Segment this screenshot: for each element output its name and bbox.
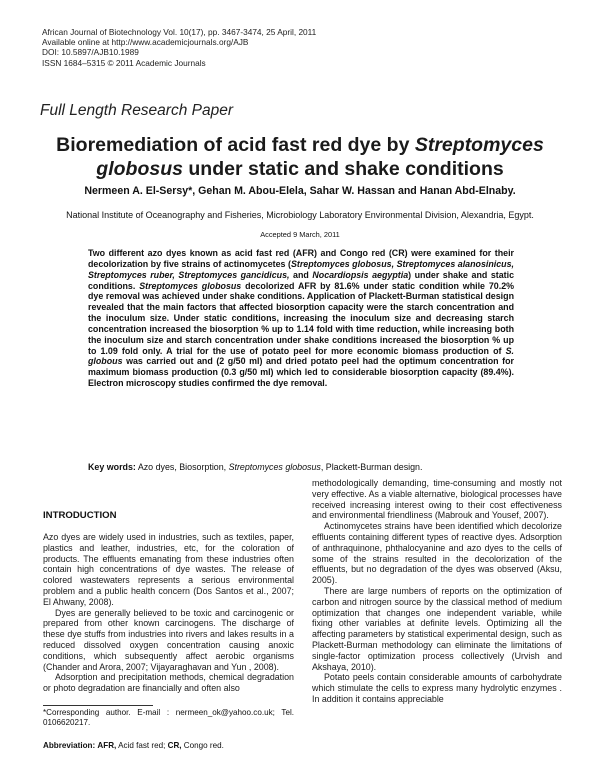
keywords-text: , Plackett-Burman design. [320,462,423,472]
journal-citation: African Journal of Biotechnology Vol. 10(17), pp. 3467-3474, 25 April, 2011 [42,27,317,37]
doi: DOI: 10.5897/AJB10.1989 [42,47,139,58]
corresponding-author-footnote: *Corresponding author. E-mail : nermeen_ok@yahoo.co.uk; Tel. 0106620217. [43,708,294,727]
abstract-species: Streptomyces globosus [139,280,242,291]
title-species: Streptomyces globosus [96,134,544,180]
paragraph: methodologically demanding, time-consuming and mostly not very effective. As a viable alternative, biological processes have received increasing interest owing to their cost effectiveness and environmental friendliness (Mabrouk and Yousef, 2007). [312,478,562,521]
paragraph: There are large numbers of reports on the optimization of carbon and nitrogen source by the classical method of medium optimization that changes one independent variable, while fixing other variables at definite levels. Optimizing all the affecting parameters by statistical experimental design, such as Plackett-Burman methodology can eliminate the limitations of single-factor optimization process collectively (Urvish and Akshaya, 2010). [312,585,562,672]
issn: ISSN 1684–5315 © 2011 Academic Journals [42,57,206,68]
abstract-text: decolorized AFR by 81.6% under static condition while 70.2% dye removal was achieved under shake conditions. Application of Plackett-Burman statistical design revealed that the main factors that affected biosorption capacity were the starch concentration and the inoculum size. Under static conditions, increasing the inoculum size and decreasing starch concentration increased the biosorption % up to 1.14 fold with time reduction, while increasing both the inoculum size and starch concentration under shake conditions increased the biosorption % up to 1.09 fold only. A trial for the use of potato peel for more economic biomass production of [88,280,515,356]
abstract-text: ) under shake and static conditions. [88,269,514,291]
journal-url[interactable]: Available online at http://www.academicjournals.org/AJB [42,37,249,48]
title-part1: Bioremediation of acid fast red dye by [56,134,415,156]
footnote-divider [43,705,153,706]
left-column [43,532,294,694]
abbreviation-definition: Acid fast red; [116,741,168,750]
keywords-species: Streptomyces globosus [228,462,321,472]
right-column [312,478,562,705]
accepted-date: Accepted 9 March, 2011 [260,230,340,239]
paper-title [40,133,560,181]
abstract-text: and [289,269,313,280]
paragraph: Azo dyes are widely used in industries, such as textiles, paper, plastics and leather, industries, etc, for the coloration of products. The effluents emanating from these industries often contain high concentrations of dye wastes. The release of colored wastewaters represents a serious environmental problem and a public health concern (Dos Santos et al., 2007; El Ahwany, 2008). [43,532,294,607]
authors: Nermeen A. El-Sersy*, Gehan M. Abou-Elela, Sahar W. Hassan and Hanan Abd-Elnaby. [84,185,516,197]
abstract [88,248,514,389]
title-part2: under static and shake conditions [182,158,504,180]
paragraph: Dyes are generally believed to be toxic and carcinogenic or prepared from other known carcinogens. The discharge of these dye stuffs from industries into rivers and lakes results in a reduced dissolved oxygen concentration causing anoxic conditions, which subsequently affect aerobic organisms (Chander and Arora, 2007; Vijayaraghavan and Yun , 2008). [43,607,294,672]
paragraph: Actinomycetes strains have been identified which decolorize effluents containing different types of reactive dyes. Adsorption of anthraquinone, phthalocyanine and azo dyes to the cells of some of the strains resulted in the decolorization of the effluents, but no degradation of the dyes was observed (Aksu, 2005). [312,521,562,586]
abstract-species: Nocardiopsis aegyptia [312,269,409,280]
keywords [88,462,514,472]
abbreviation-definition: Congo red. [181,741,224,750]
abbreviation-term: AFR, [97,741,117,750]
abstract-species: Streptomyces globosus, Streptomyces alanosinicus, Streptomyces ruber, Streptomyces gancidicus, [88,258,515,280]
journal-header [42,27,316,68]
keywords-text: Azo dyes, Biosorption, [135,462,229,472]
abbreviation-label: Abbreviation: [43,741,96,750]
abbreviation-term: CR, [167,741,182,750]
abstract-text: Two different azo dyes known as acid fast red (AFR) and Congo red (CR) were examined for their decolorization by five strains of actinomycetes ( [88,248,514,269]
abstract-species: S. globous [88,345,514,367]
affiliation: National Institute of Oceanography and Fisheries, Microbiology Laboratory Environmental Division, Alexandria, Egypt. [66,210,534,220]
abbreviations [43,741,294,750]
introduction-heading: INTRODUCTION [43,510,117,521]
paper-type: Full Length Research Paper [40,102,234,119]
keywords-label: Key words: [88,462,136,472]
paragraph: Adsorption and precipitation methods, chemical degradation or photo degradation are financially and often also [43,672,294,694]
abstract-text: was carried out and (2 g/50 ml) and dried potato peel had the optimum concentration for maximum biomass production (0.3 g/50 ml) which led to considerable biosorption capacity (89.4%). Electron microscopy studies confirmed the dye removal. [88,356,514,389]
paragraph: Potato peels contain considerable amounts of carbohydrate which stimulate the cells to express many hydrolytic enzymes . In addition it contains appreciable [312,672,562,704]
